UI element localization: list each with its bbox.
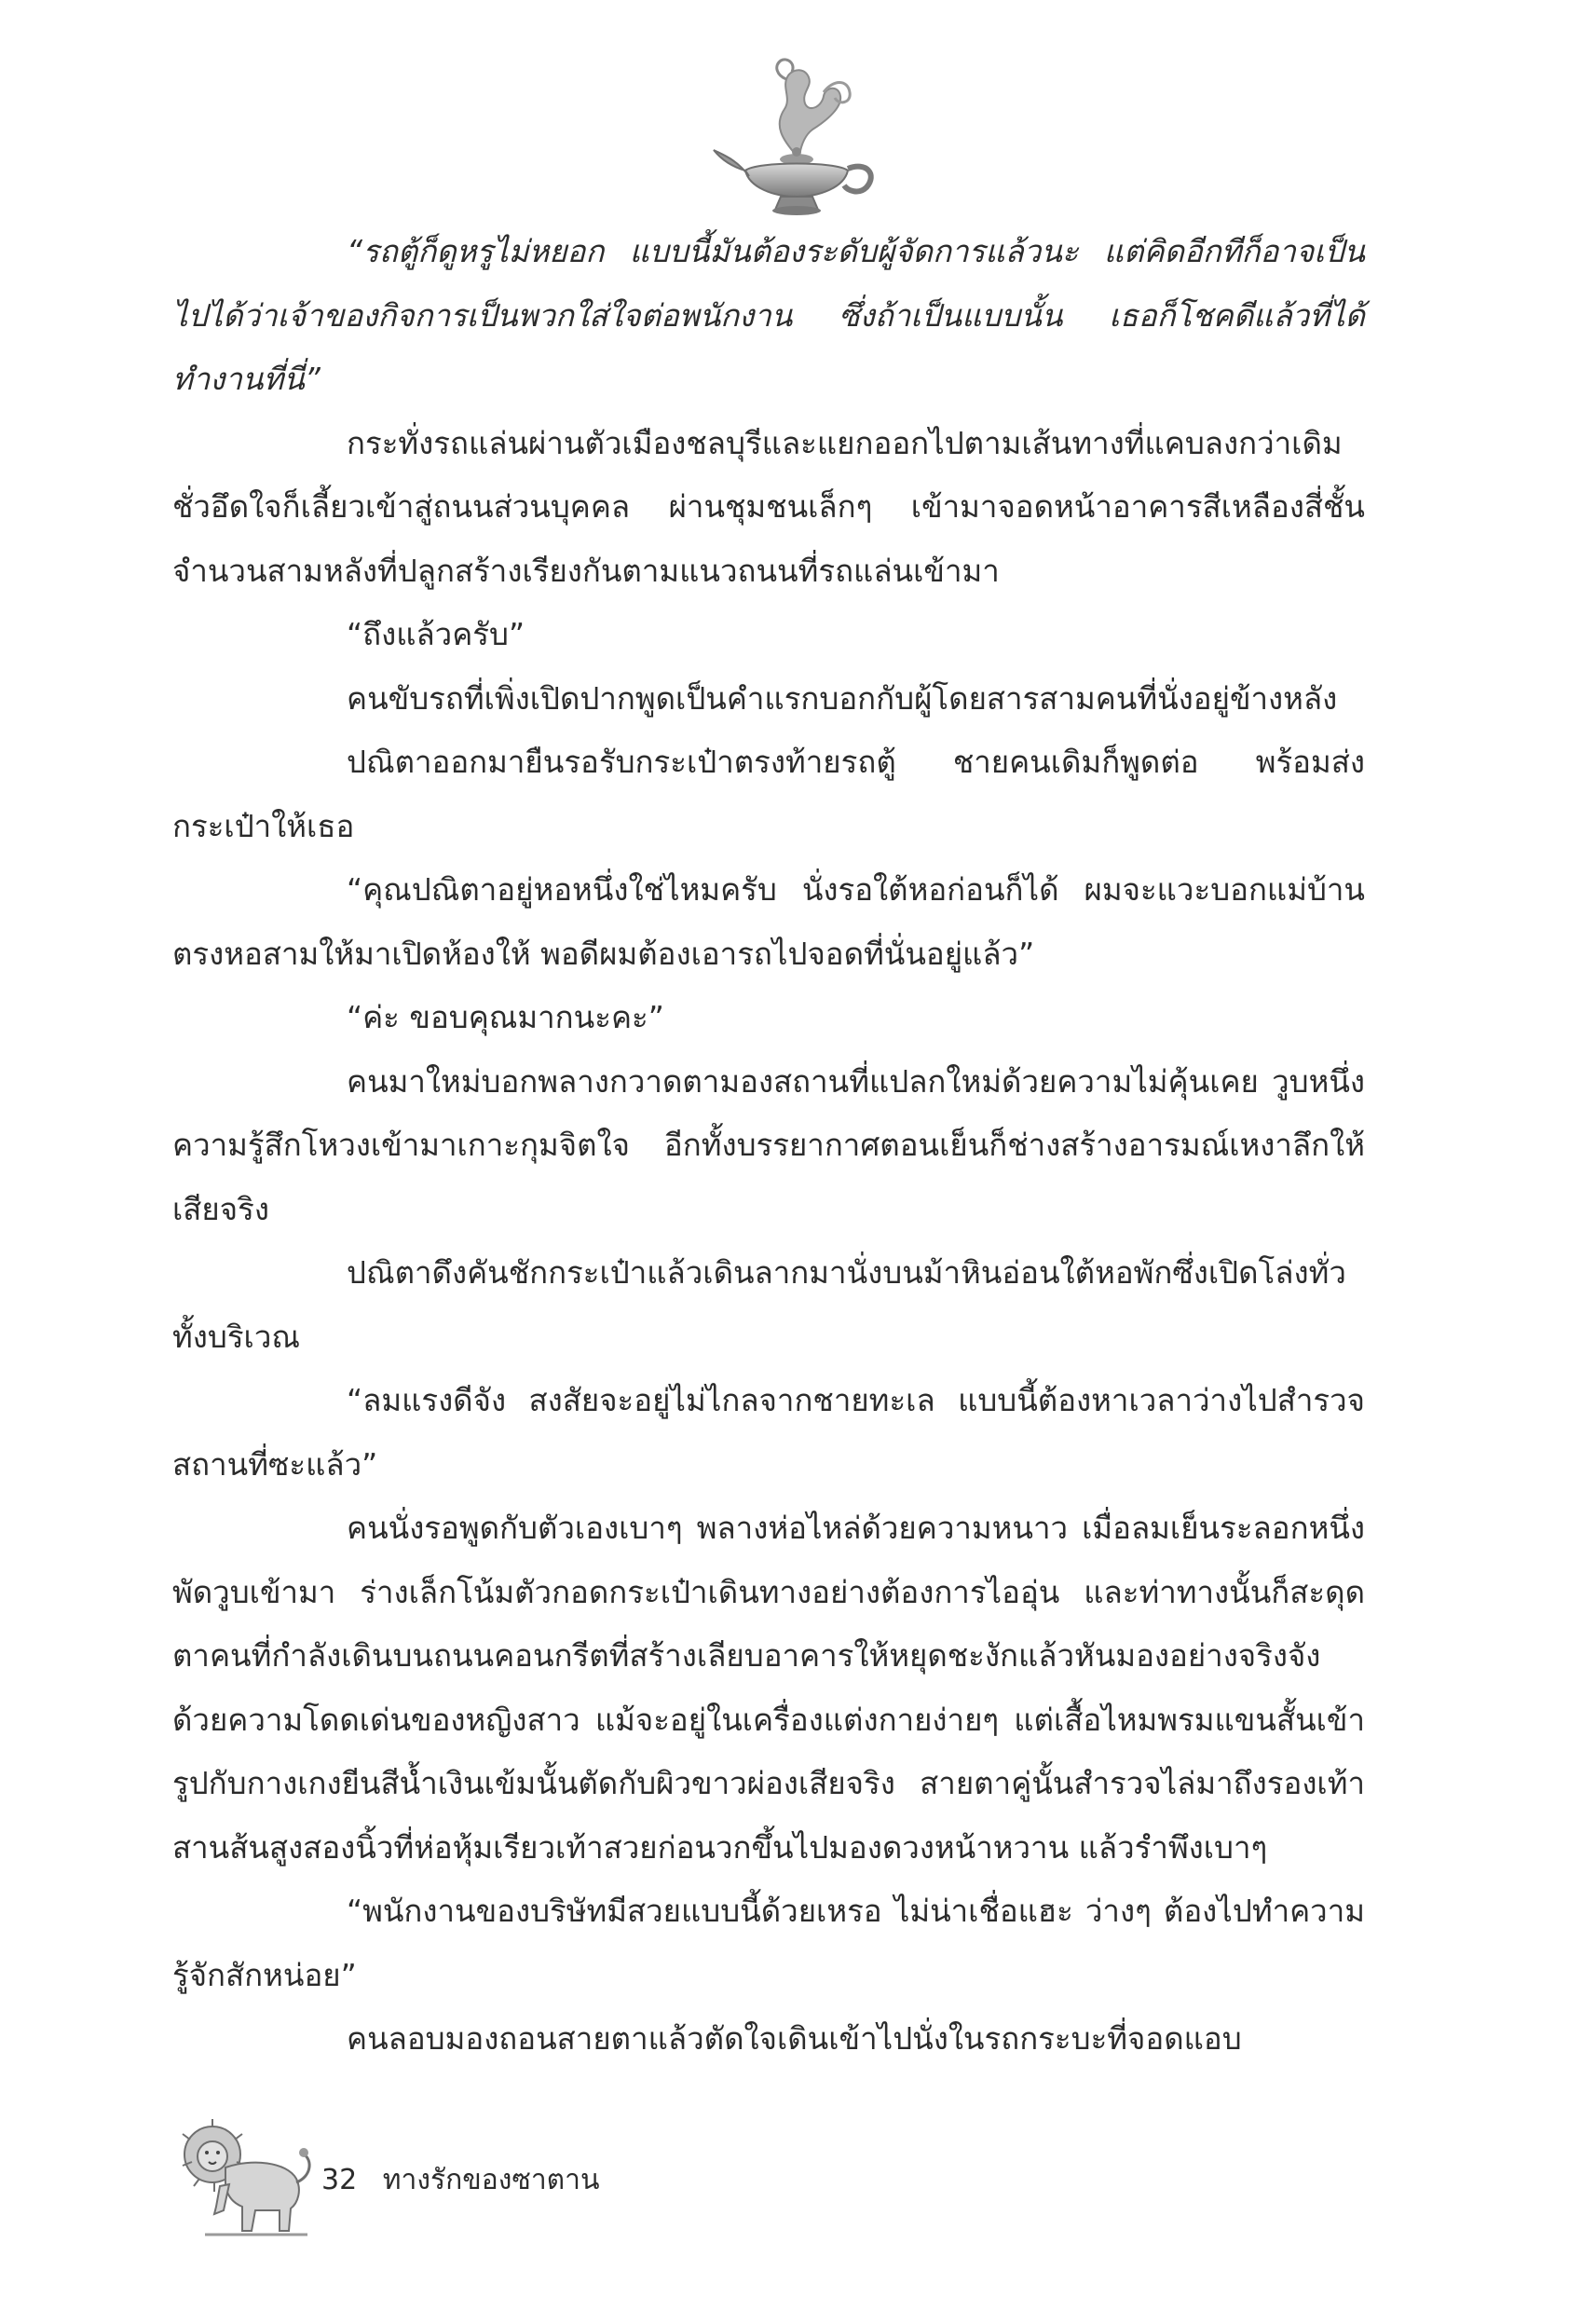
book-title: ทางรักของซาตาน [382,2164,600,2196]
page-footer [158,2106,717,2246]
paragraph: คนลอบมองถอนสายตาแล้วตัดใจเดินเข้าไปนั่งในรถกระบะที่จอดแอบ [347,2020,1242,2057]
page-number: 32 [321,2164,358,2196]
footer-caption [321,2158,600,2202]
paragraph: “รถตู้ก็ดูหรูไม่หยอก แบบนี้มันต้องระดับผู้จัดการแล้วนะ แต่คิดอีกทีก็อาจเป็นไปได้ว่าเจ้าของกิจการเป็นพวกใส่ใจต่อพนักงาน ซึ่งถ้าเป็นแบบนั้น เธอก็โชคดีแล้วที่ได้ทำงานที่นี่” [172,233,1365,397]
paragraph: ปณิตาดึงคันชักกระเป๋าแล้วเดินลากมานั่งบนม้าหินอ่อนใต้หอพักซึ่งเปิดโล่งทั่วทั้งบริเวณ [172,1254,1346,1355]
paragraph: “ถึงแล้วครับ” [347,616,525,652]
paragraph: “ลมแรงดีจัง สงสัยจะอยู่ไม่ไกลจากชายทะเล แบบนี้ต้องหาเวลาว่างไปสำรวจสถานที่ซะแล้ว” [172,1382,1365,1483]
paragraph: คนขับรถที่เพิ่งเปิดปากพูดเป็นคำแรกบอกกับผู้โดยสารสามคนที่นั่งอยู่ข้างหลัง [347,679,1338,717]
paragraph: “ค่ะ ขอบคุณมากนะคะ” [347,999,664,1035]
paragraph: “พนักงานของบริษัทมีสวยแบบนี้ด้วยเหรอ ไม่น่าเชื่อแฮะ ว่างๆ ต้องไปทำความรู้จักสักหน่อย” [172,1893,1365,1993]
body-text [172,220,1365,2072]
paragraph: ปณิตาออกมายืนรอรับกระเป๋าตรงท้ายรถตู้ ชายคนเดิมก็พูดต่อ พร้อมส่งกระเป๋าให้เธอ [172,744,1365,844]
paragraph: “คุณปณิตาอยู่หอหนึ่งใช่ไหมครับ นั่งรอใต้หอก่อนก็ได้ ผมจะแวะบอกแม่บ้านตรงหอสามให้มาเปิดห้องให้ พอดีผมต้องเอารถไปจอดที่นั่นอยู่แล้ว” [172,871,1365,972]
paragraph: คนนั่งรอพูดกับตัวเองเบาๆ พลางห่อไหล่ด้วยความหนาว เมื่อลมเย็นระลอกหนึ่งพัดวูบเข้ามา ร่างเล็กโน้มตัวกอดกระเป๋าเดินทางอย่างต้องการไออุ่น และท่าทางนั้นก็สะดุดตาคนที่กำลังเดินบนถนนคอนกรีตที่สร้างเลียบอาคารให้หยุดชะงักแล้วหันมองอย่างจริงจัง ด้วยความโดดเด่นของหญิงสาว แม้จะอยู่ในเครื่องแต่งกายง่ายๆ แต่เสื้อไหมพรมแขนสั้นเข้ารูปกับกางเกงยีนสีน้ำเงินเข้มนั้นตัดกับผิวขาวผ่องเสียจริง สายตาคู่นั้นสำรวจไล่มาถึงรองเท้าสานส้นสูงสองนิ้วที่ห่อหุ้มเรียวเท้าสวยก่อนวกขึ้นไปมองดวงหน้าหวาน แล้วรำพึงเบาๆ [172,1510,1365,1866]
lion-icon [158,2106,317,2246]
paragraph: กระทั่งรถแล่นผ่านตัวเมืองชลบุรีและแยกออกไปตามเส้นทางที่แคบลงกว่าเดิม ชั่วอึดใจก็เลี้ยวเข้าสู่ถนนส่วนบุคคล ผ่านชุมชนเล็กๆ เข้ามาจอดหน้าอาคารสีเหลืองสี่ชั้นจำนวนสามหลังที่ปลูกสร้างเรียงกันตามแนวถนนที่รถแล่นเข้ามา [172,424,1365,589]
genie-lamp-icon [708,51,885,228]
paragraph: คนมาใหม่บอกพลางกวาดตามองสถานที่แปลกใหม่ด้วยความไม่คุ้นเคย วูบหนึ่งความรู้สึกโหวงเข้ามาเกาะกุมจิตใจ อีกทั้งบรรยากาศตอนเย็นก็ช่างสร้างอารมณ์เหงาลึกให้เสียจริง [172,1062,1365,1227]
